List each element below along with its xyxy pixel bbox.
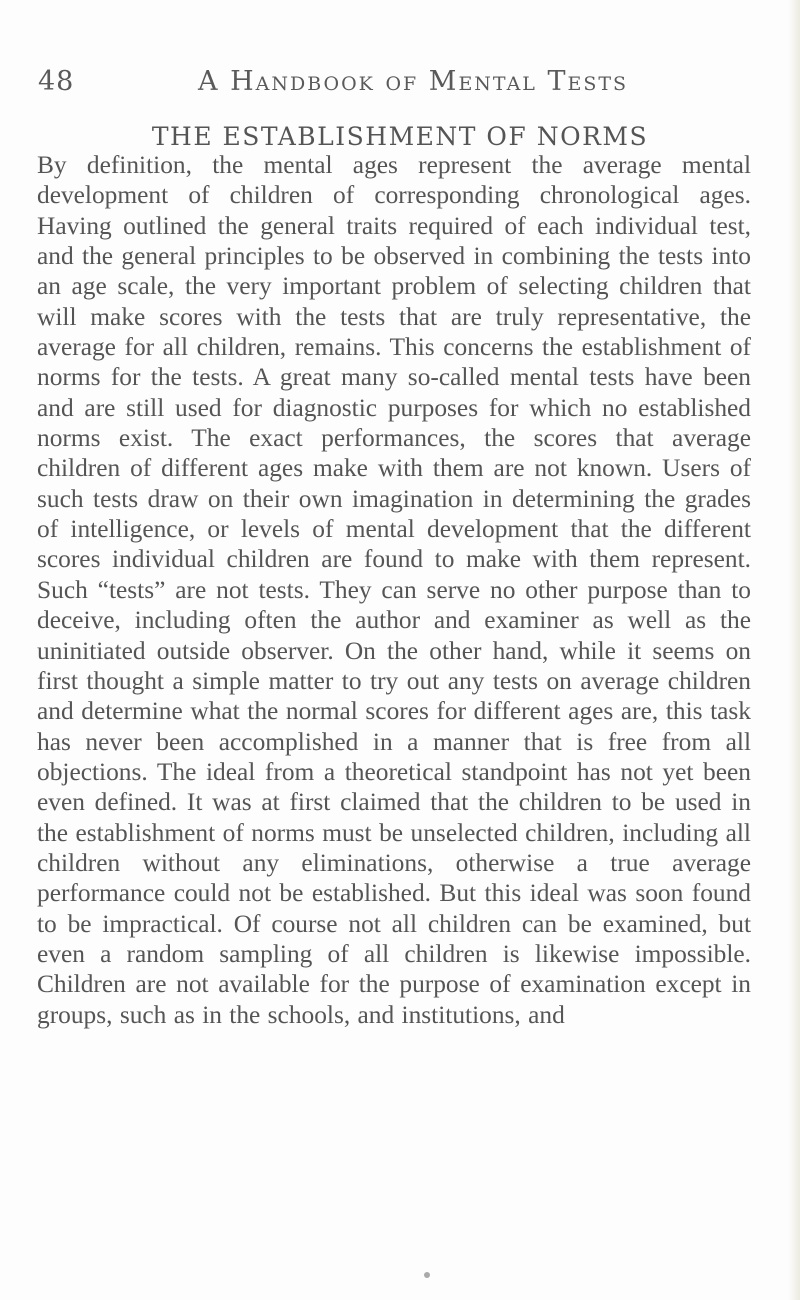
section-title: THE ESTABLISHMENT OF NORMS bbox=[151, 122, 649, 151]
body-paragraph: By definition, the mental ages represent the average mental development of children of corresponding chronological ages. Having outlined the general traits required of each individual test, and the general principles to be observed in combining the tests into an age scale, the very important problem of selecting children that will make scores with the tests that are truly representative, the average for all children, remains. This concerns the establishment of norms for the tests. A great many so-called mental tests have been and are still used for diagnostic purposes for which no established norms exist. The exact performances, the scores that average children of different ages make with them are not known. Users of such tests draw on their own imagination in determining the grades of intelligence, or levels of mental development that the different scores individual children are found to make with them represent. Such “tests” are not tests. They can serve no other purpose than to deceive, including often the author and examiner as well as the uninitiated outside observer. On the other hand, while it seems on first thought a simple matter to try out any tests on average children and determine what the normal scores for different ages are, this task has never been accomplished in a manner that is free from all objections. The ideal from a theoretical standpoint has not yet been even defined. It was at first claimed that the children to be used in the establishment of norms must be unselected children, including all children without any eliminations, otherwise a true average performance could not be established. But this ideal was soon found to be impractical. Of course not all children can be examined, but even a random sampling of all children is likewise impossible. Children are not available for the purpose of examination except in groups, such as in the schools, and institutions, and bbox=[37, 151, 751, 1029]
running-head bbox=[38, 66, 738, 100]
ink-speck bbox=[424, 1272, 430, 1278]
book-title: A Handbook of Mental Tests bbox=[198, 66, 629, 97]
page-edge-shading bbox=[788, 0, 800, 1300]
page-number: 48 bbox=[38, 66, 75, 97]
